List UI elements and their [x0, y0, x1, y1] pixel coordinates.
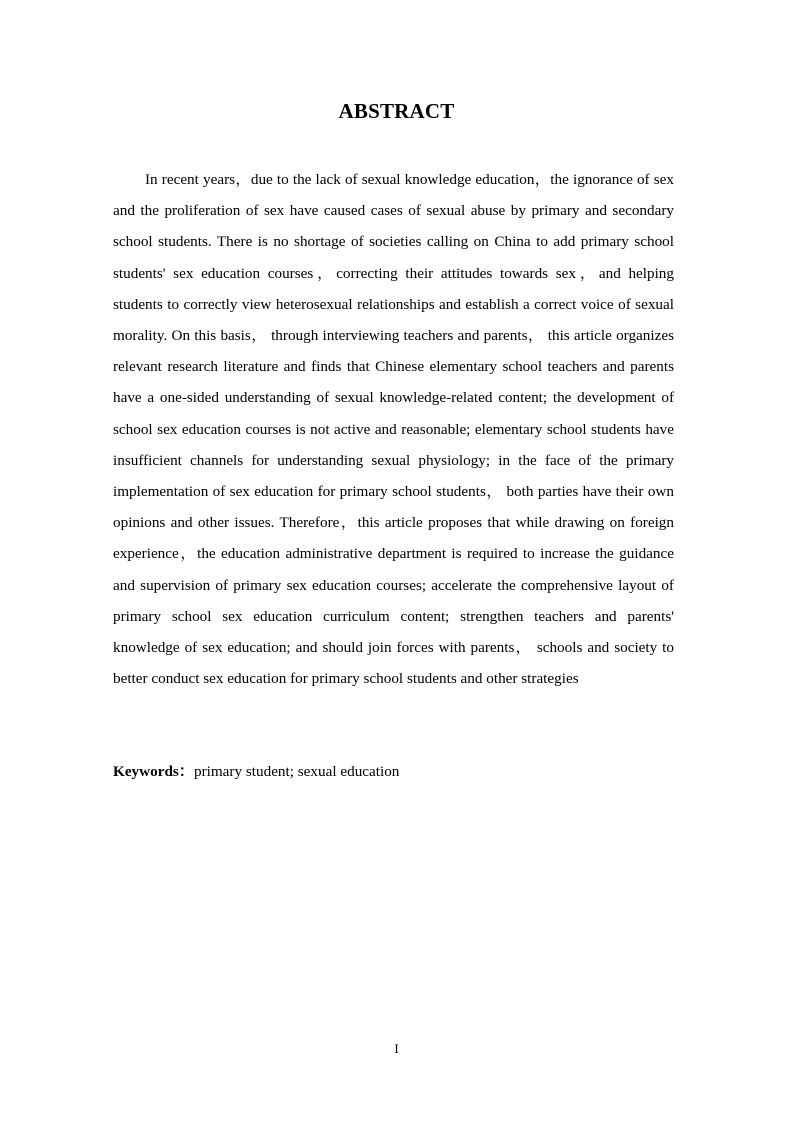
keywords-value: primary student; sexual education [194, 763, 400, 780]
page-number: I [394, 1041, 399, 1056]
keywords-label: Keywords： [113, 763, 194, 780]
abstract-title: ABSTRACT [338, 99, 455, 123]
keywords-line [113, 758, 674, 786]
abstract-paragraph: In recent years，due to the lack of sexual knowledge education，the ignorance of sex and the proliferation of sex have caused cases of sexual abuse by primary and secondary school students. There is no shortage of societies calling on China to add primary school students' sex education courses，correcting their attitudes towards sex，and helping students to correctly view heterosexual relationships and establish a correct voice of sexual morality. On this basis， through interviewing teachers and parents， this article organizes relevant research literature and finds that Chinese elementary school teachers and parents have a one-sided understanding of sexual knowledge-related content; the development of school sex education courses is not active and reasonable; elementary school students have insufficient channels for understanding sexual physiology; in the face of the primary implementation of sex education for primary school students， both parties have their own opinions and other issues. Therefore，this article proposes that while drawing on foreign experience，the education administrative department is required to increase the guidance and supervision of primary sex education courses; accelerate the comprehensive layout of primary school sex education curriculum content; strengthen teachers and parents' knowledge of sex education; and should join forces with parents， schools and society to better conduct sex education for primary school students and other strategies [113, 171, 674, 688]
